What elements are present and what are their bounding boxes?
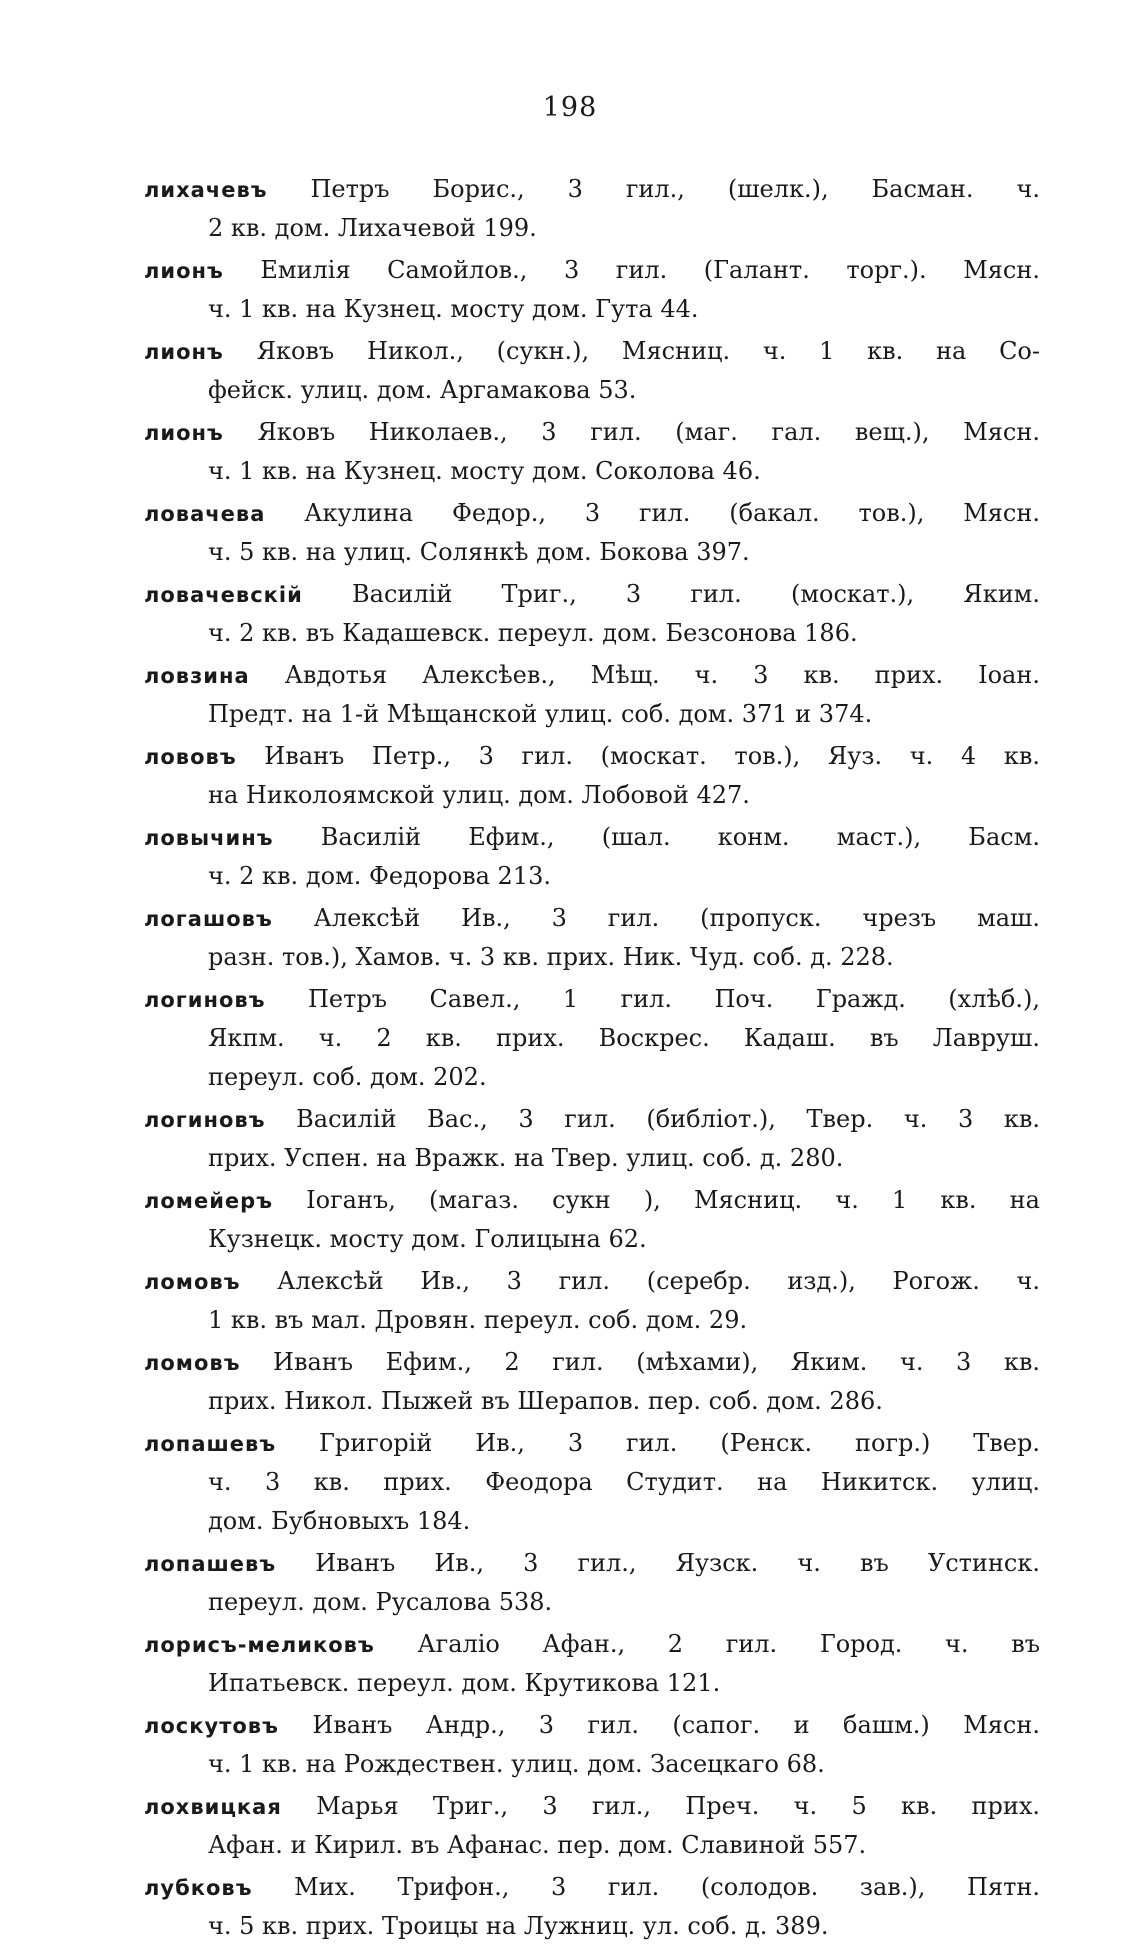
directory-entry <box>144 1868 1040 1946</box>
entry-surname: лоскутовъ <box>144 1714 279 1738</box>
entry-first-line <box>144 494 1040 533</box>
entry-surname: лубковъ <box>144 1876 253 1900</box>
entry-surname: ловзина <box>144 664 250 688</box>
entry-text: Яковъ Николаев., 3 гил. (маг. гал. вещ.), Мясн. <box>257 418 1040 446</box>
entry-continuation-line: Ипатьевск. переул. дом. Крутикова 121. <box>208 1669 721 1697</box>
entry-first-line <box>144 899 1040 938</box>
entry-first-line <box>144 737 1040 776</box>
entry-continuation-line: Кузнецк. мосту дом. Голицына 62. <box>208 1225 647 1253</box>
entry-first-line <box>144 1262 1040 1301</box>
entry-continuation-line: разн. тов.), Хамов. ч. 3 кв. прих. Ник. Чуд. соб. д. 228. <box>208 943 894 971</box>
directory-entry <box>144 1625 1040 1703</box>
entry-text: Василій Ефим., (шал. конм. маст.), Басм. <box>320 823 1040 851</box>
entry-surname: лопашевъ <box>144 1552 277 1576</box>
directory-entry <box>144 1262 1040 1340</box>
entry-surname: ломовъ <box>144 1351 241 1375</box>
entry-continuation-line: ч. 5 кв. прих. Троицы на Лужниц. ул. соб. д. 389. <box>208 1912 829 1940</box>
entry-continuation-line: фейск. улиц. дом. Аргамакова 53. <box>208 376 637 404</box>
entry-continuation-line: на Николоямской улиц. дом. Лобовой 427. <box>208 781 750 809</box>
directory-entry <box>144 575 1040 653</box>
entry-first-line <box>144 575 1040 614</box>
entry-surname: ломовъ <box>144 1270 241 1294</box>
entry-continuation-line: Афан. и Кирил. въ Афанас. пер. дом. Славиной 557. <box>208 1831 867 1859</box>
entry-text: Петръ Борис., 3 гил., (шелк.), Басман. ч. <box>310 175 1040 203</box>
entry-text: Алексѣй Ив., 3 гил. (серебр. изд.), Рогож. ч. <box>277 1267 1040 1295</box>
directory-entry <box>144 899 1040 977</box>
entry-first-line <box>144 1706 1040 1745</box>
entry-first-line <box>144 1100 1040 1139</box>
entry-surname: ловычинъ <box>144 826 274 850</box>
entry-text: Іоганъ, (магаз. сукн ), Мясниц. ч. 1 кв. на <box>306 1186 1040 1214</box>
entry-first-line <box>144 251 1040 290</box>
entry-surname: логиновъ <box>144 1108 266 1132</box>
entry-continuation-line: дом. Бубновыхъ 184. <box>208 1507 471 1535</box>
entry-surname: логашовъ <box>144 907 273 931</box>
directory-entry <box>144 1706 1040 1784</box>
entry-continuation-line: переул. соб. дом. 202. <box>208 1063 487 1091</box>
entry-continuation-line: 1 кв. въ мал. Дровян. переул. соб. дом. 29. <box>208 1306 748 1334</box>
directory-entry <box>144 1181 1040 1259</box>
entry-surname: ловачевскій <box>144 583 303 607</box>
entry-surname: ловачева <box>144 502 266 526</box>
entry-text: Яковъ Никол., (сукн.), Мясниц. ч. 1 кв. на Со- <box>256 337 1040 365</box>
entry-first-line <box>144 170 1040 209</box>
directory-entry <box>144 980 1040 1097</box>
entry-surname: логиновъ <box>144 988 266 1012</box>
entry-continuation-line: ч. 1 кв. на Кузнец. мосту дом. Соколова 46. <box>208 457 761 485</box>
directory-entry <box>144 1787 1040 1865</box>
directory-entry <box>144 1343 1040 1421</box>
entry-continuation-line: ч. 1 кв. на Рождествен. улиц. дом. Засецкаго 68. <box>208 1750 825 1778</box>
entry-text: Иванъ Андр., 3 гил. (сапог. и башм.) Мясн. <box>312 1711 1040 1739</box>
directory-entry <box>144 251 1040 329</box>
directory-entry <box>144 818 1040 896</box>
entry-text: Василій Вас., 3 гил. (библіот.), Твер. ч. 3 кв. <box>296 1105 1040 1133</box>
entry-text: Григорій Ив., 3 гил. (Ренск. погр.) Твер. <box>319 1429 1040 1457</box>
entry-text: Алексѣй Ив., 3 гил. (пропуск. чрезъ маш. <box>313 904 1040 932</box>
entry-surname: лионъ <box>144 259 224 283</box>
directory-entry <box>144 1544 1040 1622</box>
entry-surname: ломейеръ <box>144 1189 273 1213</box>
entry-continuation-line: Предт. на 1-й Мѣщанской улиц. соб. дом. 371 и 374. <box>208 700 873 728</box>
entry-first-line <box>144 1424 1040 1463</box>
entry-continuation-line: ч. 1 кв. на Кузнец. мосту дом. Гута 44. <box>208 295 699 323</box>
entry-continuation-line: 2 кв. дом. Лихачевой 199. <box>208 214 537 242</box>
entry-first-line <box>144 332 1040 371</box>
entry-continuation-line: прих. Успен. на Вражк. на Твер. улиц. соб. д. 280. <box>208 1144 844 1172</box>
entry-surname: лихачевъ <box>144 178 268 202</box>
directory-entry <box>144 332 1040 410</box>
directory-entry <box>144 494 1040 572</box>
entry-text: Василій Триг., 3 гил. (москат.), Яким. <box>352 580 1040 608</box>
entry-text: Мих. Трифон., 3 гил. (солодов. зав.), Пятн. <box>294 1873 1040 1901</box>
entry-surname: лорисъ-меликовъ <box>144 1633 375 1657</box>
directory-entry <box>144 737 1040 815</box>
entry-text: Иванъ Ефим., 2 гил. (мѣхами), Яким. ч. 3 кв. <box>273 1348 1040 1376</box>
directory-entry <box>144 413 1040 491</box>
entry-first-line <box>144 1343 1040 1382</box>
entry-text: Емилія Самойлов., 3 гил. (Галант. торг.). Мясн. <box>260 256 1040 284</box>
entry-first-line <box>144 980 1040 1019</box>
entry-surname: лионъ <box>144 421 224 445</box>
entry-continuation-line: прих. Никол. Пыжей въ Шерапов. пер. соб. дом. 286. <box>208 1387 883 1415</box>
entry-text: Иванъ Ив., 3 гил., Яузск. ч. въ Устинск. <box>315 1549 1040 1577</box>
entry-first-line <box>144 818 1040 857</box>
directory-entry <box>144 1424 1040 1541</box>
directory-entries <box>144 170 1040 1949</box>
entry-continuation-line: ч. 2 кв. въ Кадашевск. переул. дом. Безсонова 186. <box>208 619 858 647</box>
directory-entry <box>144 1100 1040 1178</box>
entry-continuation-line: ч. 2 кв. дом. Федорова 213. <box>208 862 551 890</box>
entry-first-line <box>144 1625 1040 1664</box>
entry-surname: лопашевъ <box>144 1432 277 1456</box>
entry-continuation-line: ч. 5 кв. на улиц. Солянкѣ дом. Бокова 397. <box>208 538 750 566</box>
entry-first-line <box>144 413 1040 452</box>
entry-text: Марья Триг., 3 гил., Преч. ч. 5 кв. прих. <box>316 1792 1040 1820</box>
entry-surname: лионъ <box>144 340 224 364</box>
entry-first-line <box>144 656 1040 695</box>
entry-continuation-line: ч. 3 кв. прих. Феодора Студит. на Никитск. улиц. <box>208 1468 1040 1496</box>
entry-surname: лохвицкая <box>144 1795 282 1819</box>
entry-continuation-line: Якпм. ч. 2 кв. прих. Воскрес. Кадаш. въ Лавруш. <box>208 1024 1040 1052</box>
entry-first-line <box>144 1181 1040 1220</box>
directory-entry <box>144 656 1040 734</box>
entry-text: Петръ Савел., 1 гил. Поч. Гражд. (хлѣб.), <box>307 985 1040 1013</box>
entry-text: Иванъ Петр., 3 гил. (москат. тов.), Яуз. ч. 4 кв. <box>264 742 1040 770</box>
directory-entry <box>144 170 1040 248</box>
entry-text: Агаліо Афан., 2 гил. Город. ч. въ <box>417 1630 1040 1658</box>
entry-text: Акулина Федор., 3 гил. (бакал. тов.), Мясн. <box>304 499 1040 527</box>
entry-continuation-line: переул. дом. Русалова 538. <box>208 1588 553 1616</box>
entry-first-line <box>144 1868 1040 1907</box>
entry-first-line <box>144 1544 1040 1583</box>
entry-surname: лововъ <box>144 745 237 769</box>
entry-text: Авдотья Алексѣев., Мѣщ. ч. 3 кв. прих. Іоан. <box>284 661 1040 689</box>
page-number: 198 <box>542 92 598 123</box>
entry-first-line <box>144 1787 1040 1826</box>
